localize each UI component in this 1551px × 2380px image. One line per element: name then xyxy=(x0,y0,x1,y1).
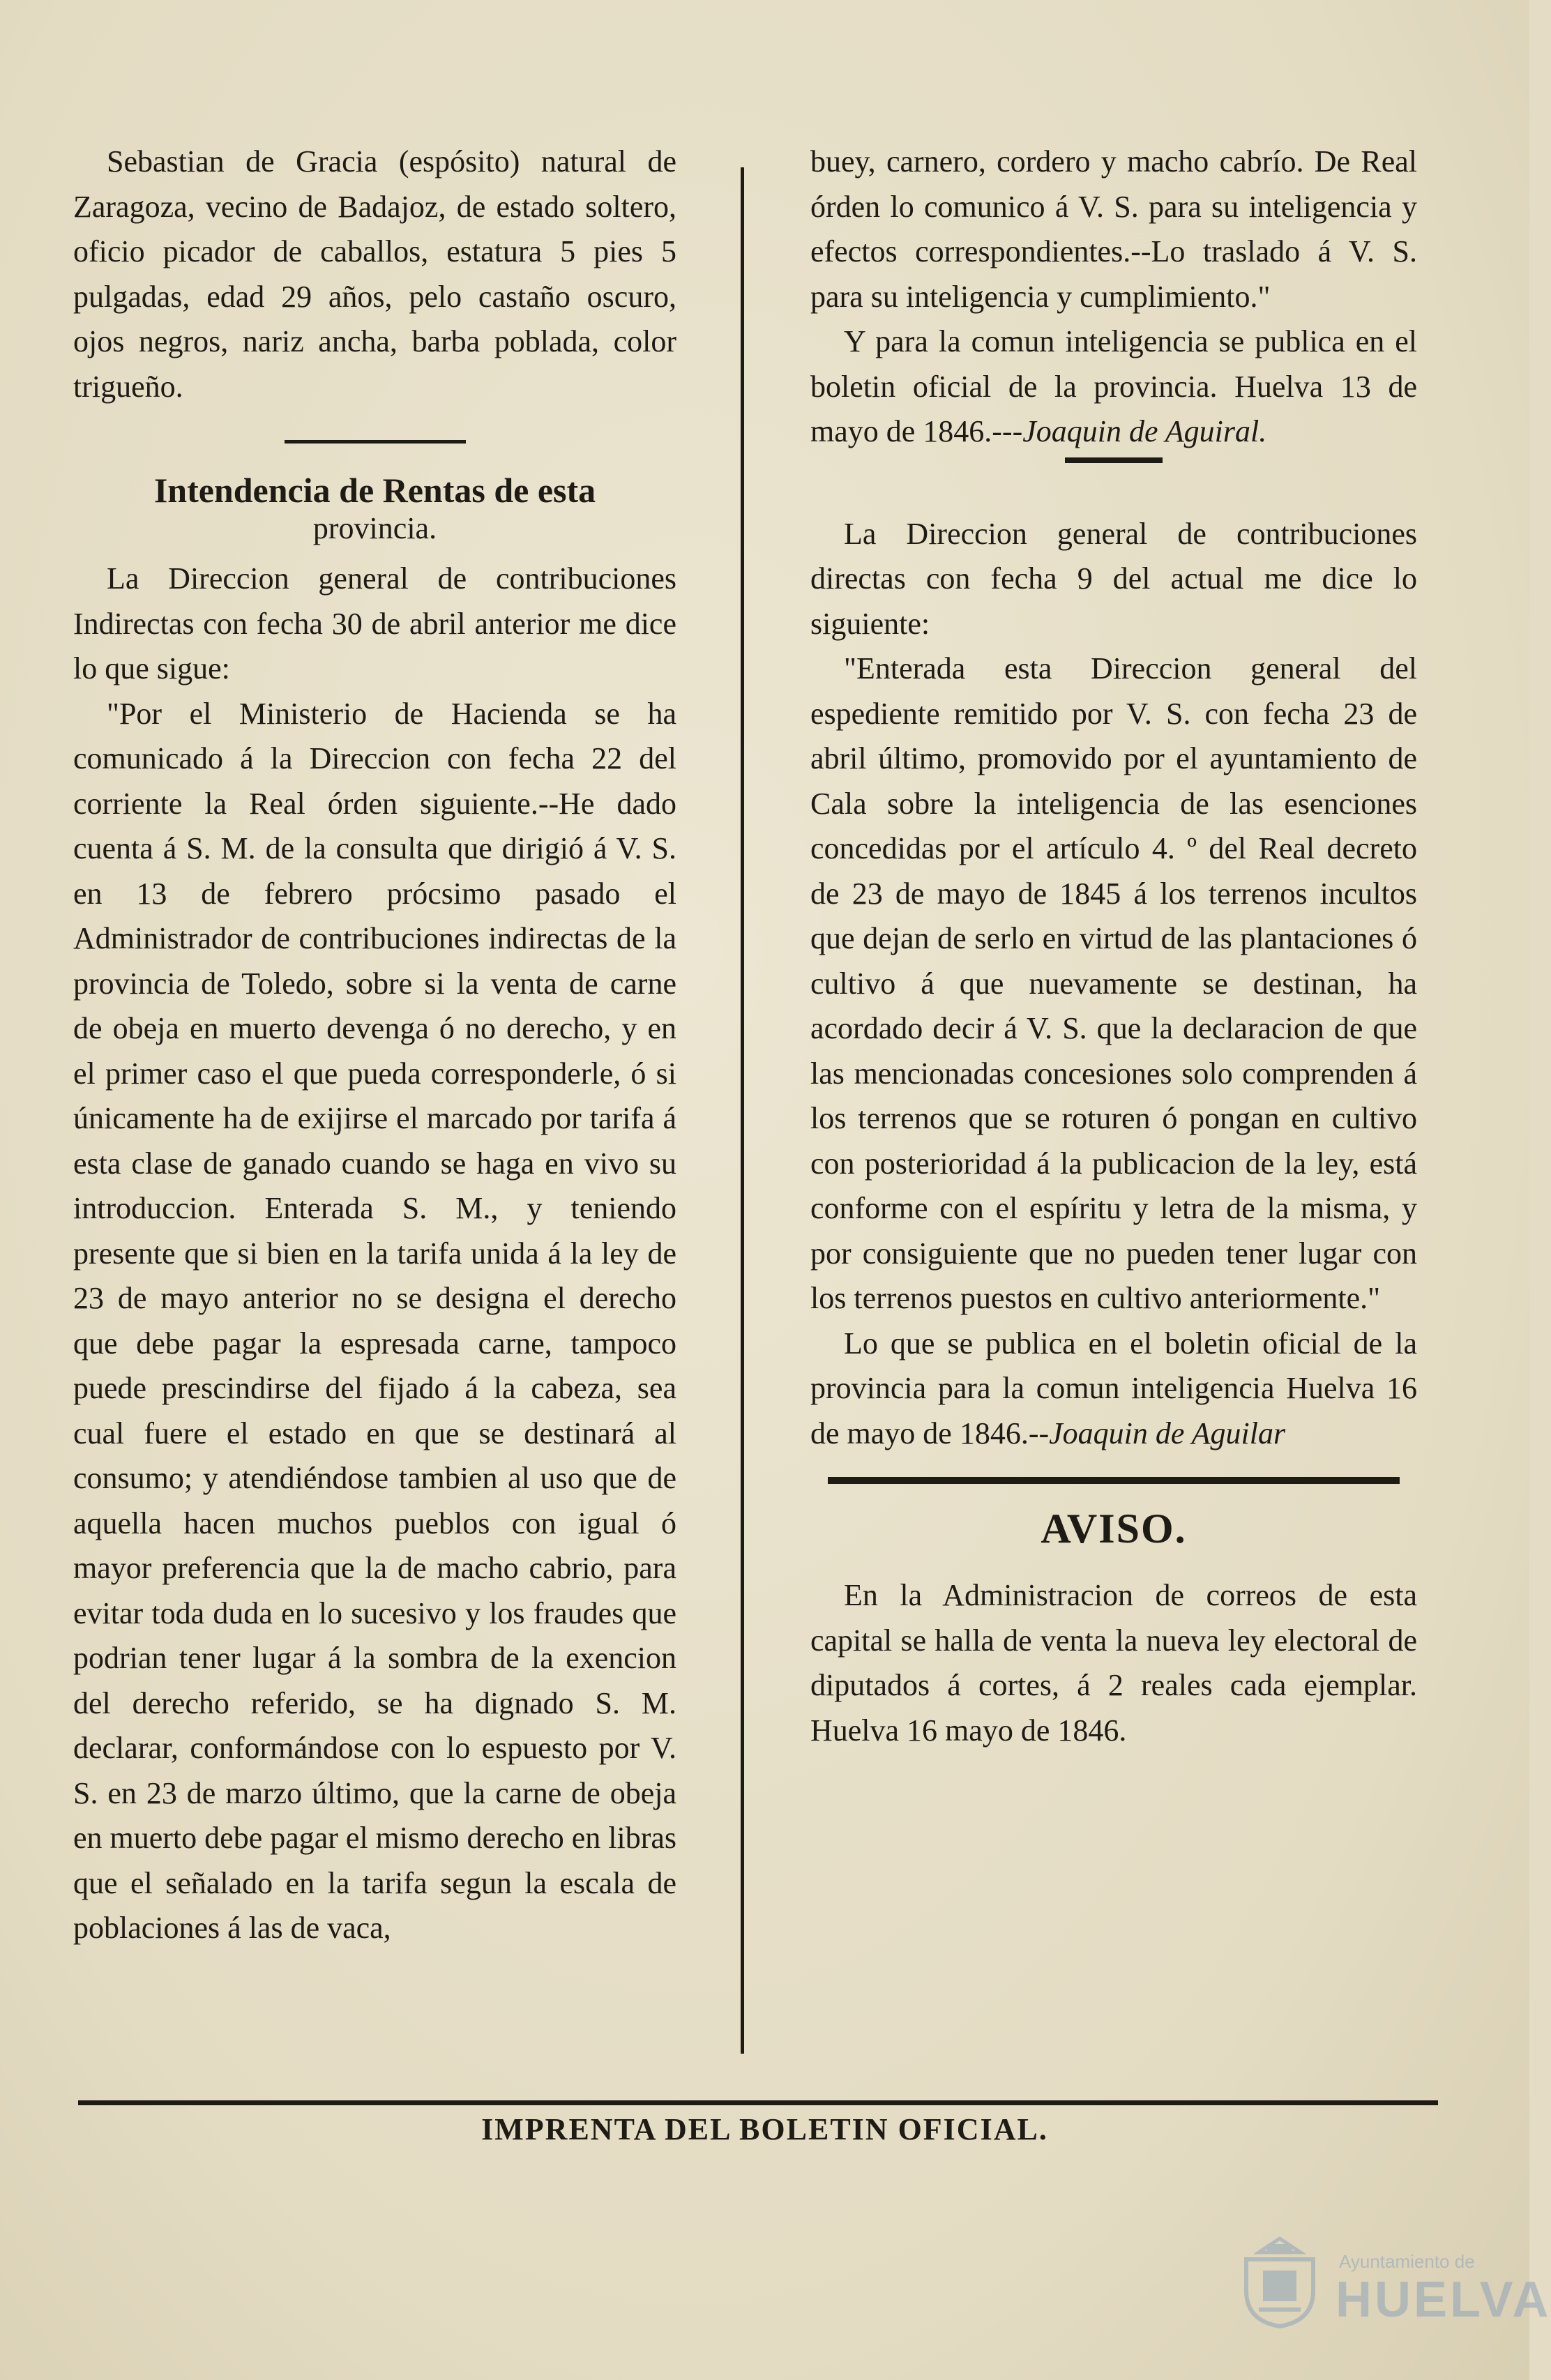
royal-order-continuation: buey, carnero, cordero y macho cabrío. De Real órden lo comunico á V. S. para su inteligencia y efectos correspondientes.--Lo traslado á V. S. para su inteligencia y cumplimiento." xyxy=(810,144,1417,314)
section-subheading: provincia. xyxy=(312,511,437,545)
intro-paragraph: La Direccion general de contribuciones Indirectas con fecha 30 de abril anterior me dice lo que sigue: xyxy=(73,561,676,685)
left-column xyxy=(73,139,676,1951)
section-divider xyxy=(1065,457,1163,463)
signature-aguiral: Joaquin de Aguiral. xyxy=(1022,414,1267,448)
imprint-line: IMPRENTA DEL BOLETIN OFICIAL. xyxy=(481,2112,1048,2146)
direct-contributions-intro: La Direccion general de contribuciones directas con fecha 9 del actual me dice lo siguiente: xyxy=(810,516,1417,641)
watermark xyxy=(1238,2231,1551,2329)
section-heading: Intendencia de Rentas de esta xyxy=(153,471,596,510)
aviso-text: En la Administracion de correos de esta capital se halla de venta la nueva ley electoral de diputados á cortes, á 2 reales cada ejemplar. Huelva 16 mayo de 1846. xyxy=(810,1578,1417,1748)
aviso-divider xyxy=(828,1477,1400,1484)
publication-note-2-text: Lo que se publica en el boletin oficial de la provincia para la comun inteligencia Huelva 16 de mayo de 1846.-- xyxy=(810,1326,1417,1450)
publication-note-text: Y para la comun inteligencia se publica en el boletin oficial de la provincia. Huelva 13 de mayo de 1846.--- xyxy=(810,324,1417,448)
signature-aguilar: Joaquin de Aguilar xyxy=(1049,1416,1286,1450)
personal-description: Sebastian de Gracia (espósito) natural de Zaragoza, vecino de Badajoz, de estado soltero, oficio picador de caballos, estatura 5 pies 5 pulgadas, edad 29 años, pelo castaño oscuro, ojos negros, nariz ancha, barba poblada, color trigueño. xyxy=(73,144,676,404)
footer-rule xyxy=(78,2100,1438,2105)
publication-note-2 xyxy=(810,1321,1417,1457)
right-column xyxy=(810,139,1417,1753)
watermark-large-text: HUELVA xyxy=(1336,2272,1551,2328)
publication-note xyxy=(810,319,1417,455)
watermark-small-text: Ayuntamiento de xyxy=(1339,2251,1475,2272)
royal-order-text: "Por el Ministerio de Hacienda se ha comunicado á la Direccion con fecha 22 del corriente la Real órden siguiente.--He dado cuenta á S. M. de la consulta que dirigió á V. S. en 13 de febrero prócsimo pasado el Administrador de contribuciones indirectas de la provincia de Toledo, sobre si la venta de carne de obeja en muerto devenga ó no derecho, y en el primer caso el que pueda corresponderle, ó si únicamente ha de exijirse el marcado por tarifa á esta clase de ganado cuando se haga en vivo su introduccion. Enterada S. M., y teniendo presente que si bien en la tarifa unida á la ley de 23 de mayo anterior no se designa el derecho que debe pagar la espresada carne, tampoco puede prescindirse del fijado á la cabeza, sea cual fuere el estado en que se destinará al consumo; y atendiéndose tambien al uso que de aquella hacen muchos pueblos con igual ó mayor preferencia que la de macho cabrio, para evitar toda duda en lo sucesivo y los fraudes que podrian tener lugar á la sombra de la exencion del derecho referido, se ha dignado S. M. declarar, conformándose con lo espuesto por V. S. en 23 de marzo último, que la carne de obeja en muerto debe pagar el mismo derecho en libras que el señalado en la tarifa segun la escala de poblaciones á las de vaca, xyxy=(73,696,677,1945)
aviso-title: AVISO. xyxy=(1041,1506,1187,1552)
section-divider xyxy=(285,440,466,444)
expediente-text: "Enterada esta Direccion general del espediente remitido por V. S. con fecha 23 de abril último, promovido por el ayuntamiento de Cala sobre la inteligencia de las esenciones concedidas por el artículo 4. º del Real decreto de 23 de mayo de 1845 á los terrenos incultos que dejan de serlo en virtud de las plantaciones ó cultivo á que nuevamente se destinan, ha acordado decir á V. S. que la declaracion de que las mencionadas concesiones solo comprenden á los terrenos que se roturen ó pongan en cultivo con posterioridad á la publicacion de la ley, está conforme con el espíritu y letra de la misma, y por consiguiente que no pueden tener lugar con los terrenos puestos en cultivo anteriormente." xyxy=(810,651,1417,1315)
column-divider xyxy=(741,167,744,2054)
coat-of-arms-icon xyxy=(1238,2231,1322,2329)
